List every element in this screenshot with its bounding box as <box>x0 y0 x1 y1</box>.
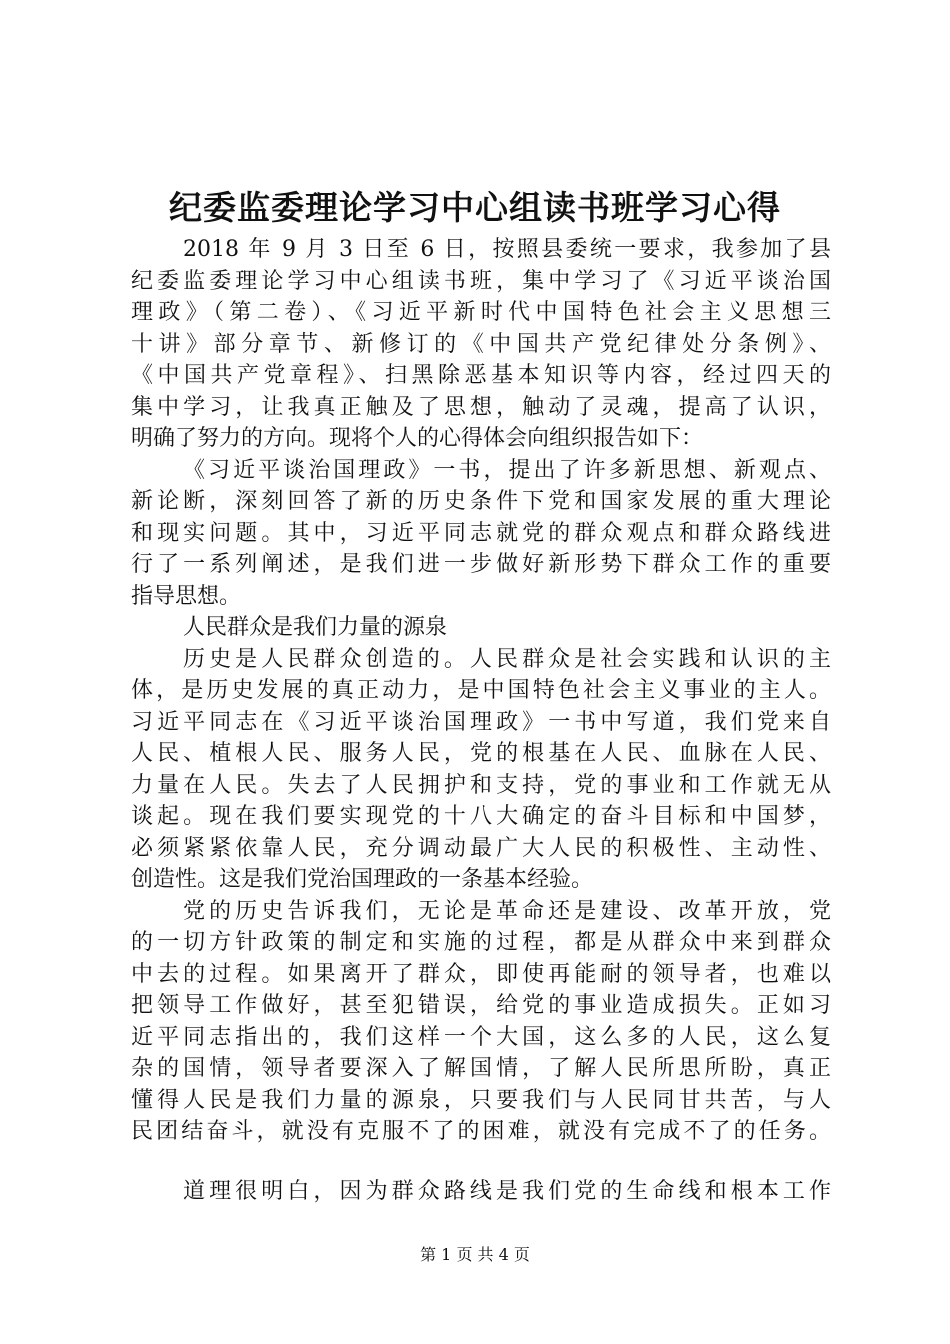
text-line: 纪委监委理论学习中心组读书班，集中学习了《习近平谈治国 <box>131 268 831 294</box>
text-line: 《习近平谈治国理政》一书，提出了许多新思想、新观点、 <box>183 457 831 483</box>
paragraph-gap <box>131 1148 831 1176</box>
text-line: 民团结奋斗，就没有克服不了的困难，就没有完成不了的任务。 <box>131 1119 831 1144</box>
text-line: 道理很明白，因为群众路线是我们党的生命线和根本工作 <box>183 1178 831 1204</box>
text-line: 把领导工作做好，甚至犯错误，给党的事业造成损失。正如习 <box>131 993 831 1018</box>
text-line: 力量在人民。失去了人民拥护和支持，党的事业和工作就无从 <box>131 772 831 798</box>
text-line: 历史是人民群众创造的。人民群众是社会实践和认识的主 <box>183 646 831 672</box>
document-body <box>131 234 831 1207</box>
text-line: 体，是历史发展的真正动力，是中国特色社会主义事业的主人。 <box>131 678 831 703</box>
text-line: 杂的国情，领导者要深入了解国情，了解人民所思所盼，真正 <box>131 1056 831 1081</box>
text-line: 党的历史告诉我们，无论是革命还是建设、改革开放，党 <box>183 898 831 924</box>
text-line: 和现实问题。其中，习近平同志就党的群众观点和群众路线进 <box>131 520 831 546</box>
text-line: 理政》（第二卷）、《习近平新时代中国特色社会主义思想三 <box>131 300 831 325</box>
text-line: 新论断，深刻回答了新的历史条件下党和国家发展的重大理论 <box>131 489 831 514</box>
page-footer: 第 1 页 共 4 页 <box>420 1245 530 1264</box>
text-line: 中去的过程。如果离开了群众，即使再能耐的领导者，也难以 <box>131 961 831 987</box>
text-line: 2018 年 9 月 3 日至 6 日，按照县委统一要求，我参加了县 <box>183 237 831 262</box>
text-line: 近平同志指出的，我们这样一个大国，这么多的人民，这么复 <box>131 1024 831 1050</box>
text-line: 创造性。这是我们党治国理政的一条基本经验。 <box>131 867 594 892</box>
section-heading: 人民群众是我们力量的源泉 <box>183 615 448 640</box>
text-line: 明确了努力的方向。现将个人的心得体会向组织报告如下： <box>131 426 704 451</box>
text-line: 的一切方针政策的制定和实施的过程，都是从群众中来到群众 <box>131 930 831 955</box>
text-line: 指导思想。 <box>131 583 242 609</box>
text-line: 必须紧紧依靠人民，充分调动最广大人民的积极性、主动性、 <box>131 835 831 861</box>
text-line: 行了一系列阐述，是我们进一步做好新形势下群众工作的重要 <box>131 552 831 577</box>
text-line: 谈起。现在我们要实现党的十八大确定的奋斗目标和中国梦， <box>131 804 831 829</box>
text-line: 人民、植根人民、服务人民，党的根基在人民、血脉在人民、 <box>131 741 831 766</box>
text-line: 《中国共产党章程》、扫黑除恶基本知识等内容，经过四天的 <box>131 363 831 388</box>
text-line: 十讲》部分章节、新修订的《中国共产党纪律处分条例》、 <box>131 331 831 357</box>
text-line: 集中学习，让我真正触及了思想，触动了灵魂，提高了认识， <box>131 394 831 420</box>
text-line: 习近平同志在《习近平谈治国理政》一书中写道，我们党来自 <box>131 709 831 735</box>
document-title: 纪委监委理论学习中心组读书班学习心得 <box>169 188 781 227</box>
text-line: 懂得人民是我们力量的源泉，只要我们与人民同甘共苦，与人 <box>131 1087 831 1113</box>
